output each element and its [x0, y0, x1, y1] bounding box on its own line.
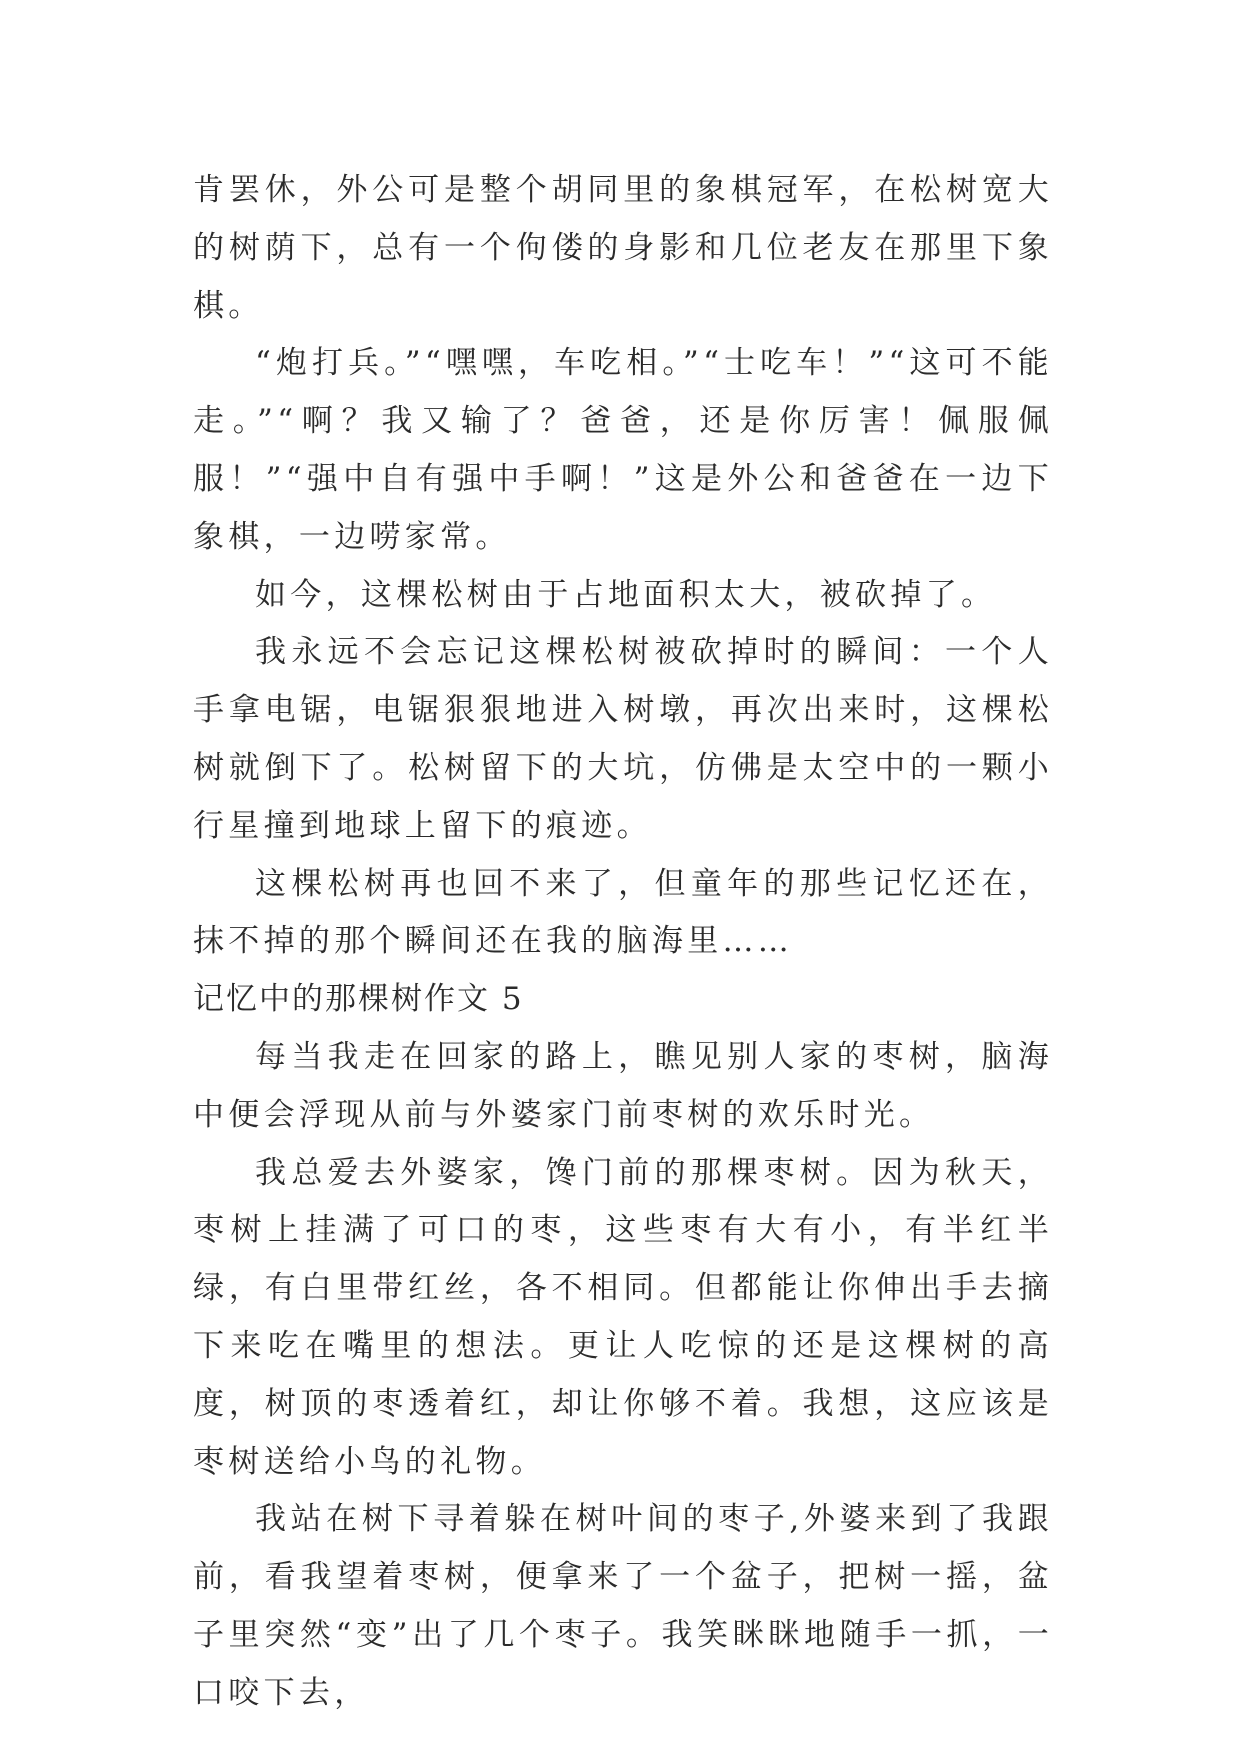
paragraph-moment: 我永远不会忘记这棵松树被砍掉时的瞬间：一个人手拿电锯，电锯狠狠地进入树墩，再次出来时，这棵松树就倒下了。松树留下的大坑，仿佛是太空中的一颗小行星撞到地球上留下的痕迹。 [193, 634, 1053, 844]
paragraph-chess-dialogue: “炮打兵。”“嘿嘿，车吃相。”“士吃车！”“这可不能走。”“啊？我又输了？爸爸，还是你厉害！佩服佩服！”“强中自有强中手啊！”这是外公和爸爸在一边下象棋，一边唠家常。 [193, 345, 1053, 555]
paragraph-intro: 每当我走在回家的路上，瞧见别人家的枣树，脑海中便会浮现从前与外婆家门前枣树的欢乐时光。 [193, 1038, 1053, 1133]
paragraph-memory: 这棵松树再也回不来了，但童年的那些记忆还在，抹不掉的那个瞬间还在我的脑海里…… [193, 865, 1053, 960]
paragraph-tree-cut: 如今，这棵松树由于占地面积太大，被砍掉了。 [255, 576, 997, 613]
paragraph-continued: 肯罢休，外公可是整个胡同里的象棋冠军，在松树宽大的树荫下，总有一个佝偻的身影和几位老友在那里下象棋。 [193, 172, 1053, 324]
document-body [193, 162, 1053, 1723]
paragraph-jujube-tree: 我总爱去外婆家，馋门前的那棵枣树。因为秋天，枣树上挂满了可口的枣，这些枣有大有小，有半红半绿，有白里带红丝，各不相同。但都能让你伸出手去摘下来吃在嘴里的想法。更让人吃惊的还是这棵树的高度，树顶的枣透着红，却让你够不着。我想，这应该是枣树送给小鸟的礼物。 [193, 1154, 1053, 1480]
paragraph-grandma: 我站在树下寻着躲在树叶间的枣子,外婆来到了我跟前，看我望着枣树，便拿来了一个盆子，把树一摇，盆子里突然“变”出了几个枣子。我笑眯眯地随手一抓，一口咬下去， [193, 1501, 1053, 1711]
essay-heading: 记忆中的那棵树作文 5 [193, 981, 524, 1018]
